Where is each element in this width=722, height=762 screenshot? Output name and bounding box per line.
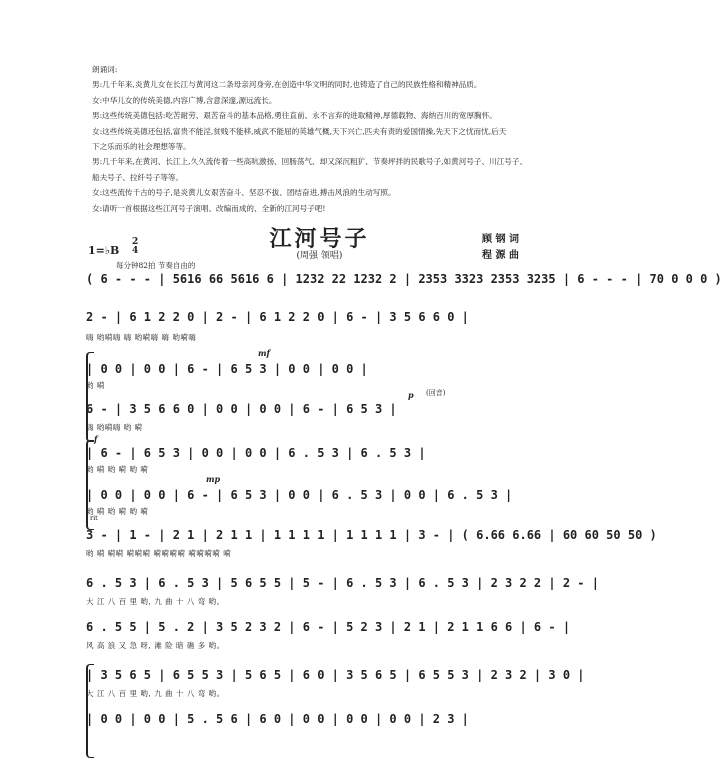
song-subtitle: (周强 领唱) <box>296 251 343 261</box>
recitation-line: 女:这些传统美德还包括,富贵不能淫,贫贱不能移,威武不能屈的英雄气概,天下兴亡,匹夫有责的爱国情操,先天下之忧而忧,后天 <box>92 126 507 136</box>
song-title: 江河号子 <box>269 226 370 252</box>
recitation-line: 男:这些传统美德包括:吃苦耐劳、艰苦奋斗的基本品格,勇往直前、永不言弃的进取精神,厚德载物、海纳百川的宽厚胸怀。 <box>92 111 497 121</box>
lyric-row: 风 高 浪 又 急 呀, 滩 险 暗 礁 多 哟。 <box>86 641 225 650</box>
dynamic-p: p <box>408 390 414 400</box>
lyric-row: 大 江 八 百 里 哟, 九 曲 十 八 弯 哟。 <box>86 597 225 606</box>
notation-row: | 0 0 | 0 0 | 5 . 5 6 | 6 0 | 0 0 | 0 0 | 0 0 | 2 3 | <box>86 712 469 726</box>
notation-row: 3 - | 1 - | 2 1 | 2 1 1 | 1 1 1 1 | 1 1 1 1 | 3 - | ( 6.66 6.66 | 60 60 50 50 ) <box>86 528 657 542</box>
lyric-row: 嗨 哟嗬嗨 哟 嗬 <box>86 423 143 432</box>
time-signature <box>132 238 138 256</box>
recitation-line: 女:这些流传千古的号子,是炎黄儿女艰苦奋斗、坚忍不拔、团结奋进,搏击风浪的生动写照。 <box>92 188 396 198</box>
notation-row: | 0 0 | 0 0 | 6 - | 6 5 3 | 0 0 | 0 0 | <box>86 362 368 376</box>
recitation-text <box>92 62 560 216</box>
notation-row: 6 - | 3 5 6 6 0 | 0 0 | 0 0 | 6 - | 6 5 3 | <box>86 402 397 416</box>
tempo-marking: 每分钟82拍 节奏自由的 <box>116 261 196 270</box>
dynamic-f: f <box>94 434 98 444</box>
key-signature: 1=♭B <box>88 244 120 257</box>
notation-row: 6 . 5 3 | 6 . 5 3 | 5 6 5 5 | 5 - | 6 . 5 3 | 6 . 5 3 | 2 3 2 2 | 2 - | <box>86 576 599 590</box>
recitation-line: 下之乐而乐的社会理想等等。 <box>92 142 191 152</box>
notation-row: 2 - | 6 1 2 2 0 | 2 - | 6 1 2 2 0 | 6 - | 3 5 6 6 0 | <box>86 310 469 324</box>
lyricist-credit: 顾 钢 词 <box>482 234 519 245</box>
recitation-line: 女:中华儿女的传统美德,内容广博,含意深邃,源远流长。 <box>92 95 277 105</box>
notation-row: | 3 5 6 5 | 6 5 5 3 | 5 6 5 | 6 0 | 3 5 6 5 | 6 5 5 3 | 2 3 2 | 3 0 | <box>86 668 585 682</box>
composer-credit: 程 源 曲 <box>482 250 519 261</box>
meter-top: 2 <box>132 237 139 247</box>
dynamic-mp: mp <box>206 474 221 484</box>
notation-row: 6 . 5 5 | 5 . 2 | 3 5 2 3 2 | 6 - | 5 2 3 | 2 1 | 2 1 1 6 6 | 6 - | <box>86 620 571 634</box>
notation-row: ( 6 - - - | 5616 66 5616 6 | 1232 22 1232 2 | 2353 3323 2353 3235 | 6 - - - | 70 0 0 0 ) <box>86 272 722 286</box>
recitation-line: 女:请听一首根据这些江河号子演唱、改编而成的、全新的江河号子吧! <box>92 203 326 213</box>
meter-bottom: 4 <box>132 246 139 256</box>
recitation-line: 男:几千年来,炎黄儿女在长江与黄河这二条母亲河身旁,在创造中华文明的同时,也铸造了自己的民族性格和精神品质。 <box>92 80 482 90</box>
notation-row: | 6 - | 6 5 3 | 0 0 | 0 0 | 6 . 5 3 | 6 . 5 3 | <box>86 446 426 460</box>
recitation-line: 船夫号子、拉纤号子等等。 <box>92 172 184 182</box>
credits <box>482 232 519 264</box>
rit-marking: rit <box>90 514 98 522</box>
lyric-row: 嗨 哟嗬嗨 嗨 哟嗬嗨 嗨 哟嗬嗨 <box>86 333 197 342</box>
lyric-row: 哟 嗬 哟 嗬 哟 嗬 <box>86 507 149 516</box>
recitation-heading: 朗诵词: <box>92 65 118 74</box>
dynamic-mf: mf <box>258 348 270 358</box>
recitation-line: 男:几千年来,在黄河、长江上,久久流传着一些高吭激扬、回肠荡气、却又深沉粗犷、节奏坪拌的民歌号子,如黄河号子、川江号子、 <box>92 157 528 167</box>
lyric-row: 大 江 八 百 里 哟, 九 曲 十 八 弯 哟。 <box>86 689 225 698</box>
lyric-row: 哟 嗬 <box>86 381 105 390</box>
lyric-row: 哟 嗬 嗬嗬 嗬嗬嗬 嗬嗬嗬嗬 嗬嗬嗬嗬 嗬 <box>86 549 232 558</box>
echo-marking: (回音) <box>426 389 446 397</box>
lyric-row: 哟 嗬 哟 嗬 哟 嗬 <box>86 465 149 474</box>
notation-row: | 0 0 | 0 0 | 6 - | 6 5 3 | 0 0 | 6 . 5 3 | 0 0 | 6 . 5 3 | <box>86 488 513 502</box>
